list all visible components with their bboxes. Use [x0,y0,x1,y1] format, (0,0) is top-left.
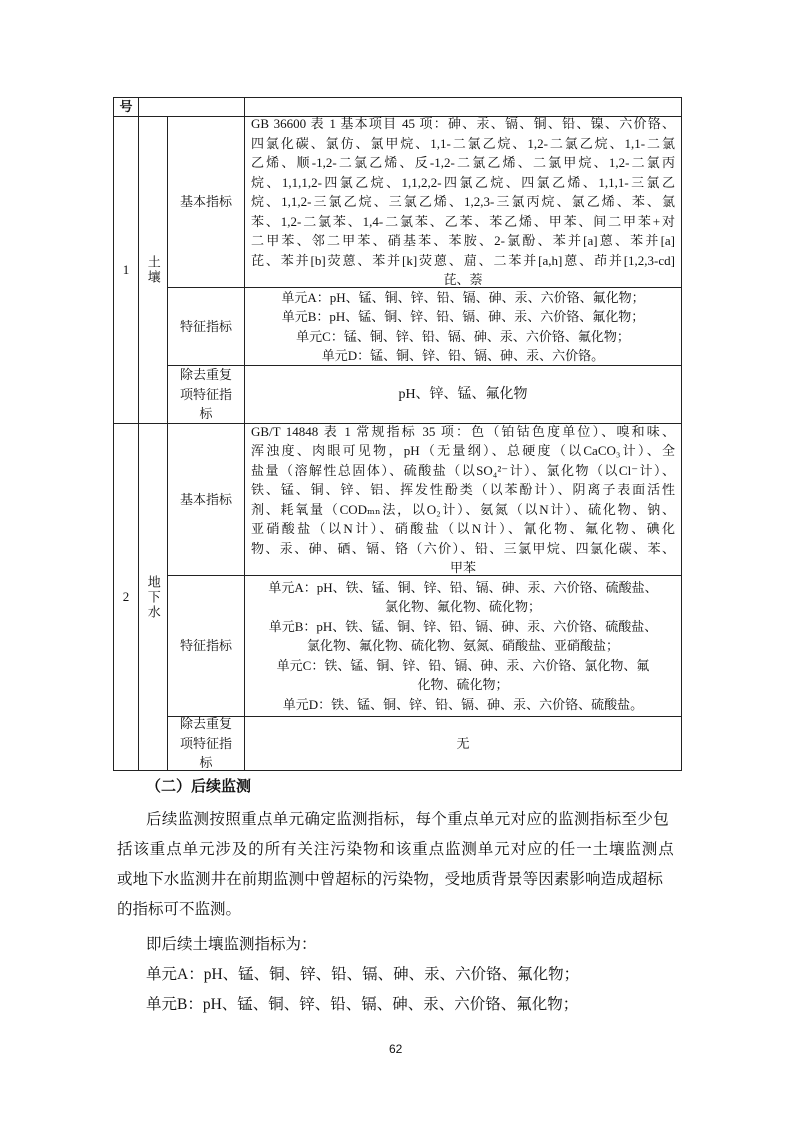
cell-text-line: 单元A：pH、锰、铜、锌、铅、镉、砷、汞、六价铬、氟化物； [281,289,645,305]
soil-unit-b: 单元B：pH、锰、铜、锌、铅、镉、砷、汞、六价铬、氟化物； [146,996,579,1013]
row-number-text: 2 [122,589,130,605]
page-number: 62 [389,1042,403,1056]
row2-feature-value [244,575,682,717]
cell-text-line: 标 [199,406,213,422]
row2-number [113,423,139,771]
cell-text-line: 物、汞、砷、硒、镉、铬（六价）、铅、三氯甲烷、四氯化碳、苯、 [251,540,675,556]
cell-text-line: 单元A：pH、铁、锰、铜、锌、铅、镉、砷、汞、六价铬、硫酸盐、 [268,579,658,595]
cell-text-line: 单元B：pH、锰、铜、锌、铅、镉、砷、汞、六价铬、氟化物； [281,309,645,324]
cell-text-line: 化物、硫化物； [417,677,509,693]
medium-text: 地下水 [145,574,161,620]
paragraph-line: 或地下水监测井在前期监测中曾超标的污染物，受地质背景等因素影响造成超标 [117,871,664,888]
dedupe-value-text: pH、锌、锰、氟化物 [398,386,528,402]
cell-text-line: 剂、耗氧量（CODₘₙ法，以O₂计）、氨氮（以N计）、硫化物、钠、 [251,501,675,517]
cell-text-line: GB/T 14848 表 1 常规指标 35 项：色（铂钴色度单位）、嗅和味、 [251,423,675,439]
cell-text-line: 烷、1,1,2-三氯乙烷、三氯乙烯、1,2,3-三氯丙烷、氯乙烯、苯、氯 [251,194,675,210]
cell-text-line: 单元D：铁、锰、铜、锌、铅、镉、砷、汞、六价铬、硫酸盐。 [282,696,644,712]
soil-unit-a: 单元A：pH、锰、铜、锌、铅、镉、砷、汞、六价铬、氟化物； [146,966,580,983]
label-text: 基本指标 [179,194,232,210]
row1-dedupe-label [167,365,245,424]
cell-text-line: 芘、萘 [443,272,483,288]
row-number-text: 1 [122,262,130,278]
row2-dedupe-label [167,716,245,771]
cell-text-line: 项特征指 [179,735,232,751]
label-text: 特征指标 [179,638,232,654]
cell-text-line: 盐量（溶解性总固体）、硫酸盐（以SO₄²⁻计）、氯化物（以Cl⁻计）、 [251,462,675,478]
cell-text-line: 标 [199,755,213,771]
paragraph-line: 的指标可不监测。 [117,901,242,918]
paragraph-line: 括该重点单元涉及的所有关注污染物和该重点监测单元对应的任一土壤监测点 [117,841,675,858]
cell-text-line: 单元D：锰、铜、锌、铅、镉、砷、汞、六价铬。 [321,348,605,363]
cell-text-line: 除去重复 [179,367,232,383]
table-header-blank [138,97,245,117]
row2-basic-value [244,423,682,576]
row1-basic-label [167,116,245,288]
dedupe-value-text: 无 [456,735,470,751]
soil-intro: 即后续土壤监测指标为： [146,936,317,953]
table-header-num [113,97,139,117]
label-text: 基本指标 [179,491,232,507]
cell-text-line: 甲苯 [449,560,476,575]
cell-text-line: 氯化物、氟化物、硫化物； [384,599,541,615]
cell-text-line: 铁、锰、铜、锌、铝、挥发性酚类（以苯酚计）、阴离子表面活性 [251,482,675,497]
cell-text-line: 单元B：pH、铁、锰、铜、锌、铅、镉、砷、汞、六价铬、硫酸盐、 [268,618,658,634]
label-text: 特征指标 [179,318,232,334]
cell-text-line: 乙烯、顺-1,2-二氯乙烯、反-1,2-二氯乙烯、二氯甲烷、1,2-二氯丙 [251,155,675,171]
row1-basic-value [244,116,682,288]
cell-text-line: 浑浊度、肉眼可见物，pH（无量纲）、总硬度（以CaCO₃计）、全 [251,443,675,458]
cell-text-line: GB 36600 表 1 基本项目 45 项：砷、汞、镉、铜、铅、镍、六价铬、 [251,116,675,132]
row2-feature-label [167,575,245,717]
cell-text-line: 苯、1,2-二氯苯、1,4-二氯苯、乙苯、苯乙烯、甲苯、间二甲苯+对 [251,213,675,229]
cell-text-line: 四氯化碳、氯仿、氯甲烷、1,1-二氯乙烷、1,2-二氯乙烷、1,1-二氯 [251,135,675,151]
cell-text-line: 二甲苯、邻二甲苯、硝基苯、苯胺、2-氯酚、苯并[a]蒽、苯并[a] [251,233,675,249]
row1-feature-value [244,287,682,366]
medium-text: 土壤 [145,255,161,285]
row1-feature-label [167,287,245,366]
row2-medium [138,423,168,771]
cell-text-line: 除去重复 [179,716,232,732]
row1-number [113,116,139,424]
header-num-text: 号 [119,99,133,115]
cell-text-line: 单元C：铁、锰、铜、锌、铅、镉、砷、汞、六价铬、氯化物、氟 [276,657,650,673]
row2-dedupe-value [244,716,682,771]
cell-text-line: 芘、苯并[b]荧蒽、苯并[k]荧蒽、䓛、二苯并[a,h]蒽、茚并[1,2,3-cd] [251,252,675,268]
row2-basic-label [167,423,245,576]
cell-text-line: 氯化物、氟化物、硫化物、氨氮、硝酸盐、亚硝酸盐； [306,638,619,654]
section-heading: （二）后续监测 [146,777,252,795]
cell-text-line: 单元C：锰、铜、锌、铅、镉、砷、汞、六价铬、氟化物； [296,328,630,344]
row1-dedupe-value [244,365,682,424]
cell-text-line: 烷、1,1,1,2-四氯乙烷、1,1,2,2-四氯乙烷、四氯乙烯、1,1,1-三氯乙 [251,174,675,190]
row1-medium [138,116,168,424]
cell-text-line: 亚硝酸盐（以N计）、硝酸盐（以N计）、氰化物、氟化物、碘化 [251,521,675,536]
paragraph-line: 后续监测按照重点单元确定监测指标，每个重点单元对应的监测指标至少包 [146,811,670,828]
cell-text-line: 项特征指 [179,386,232,402]
